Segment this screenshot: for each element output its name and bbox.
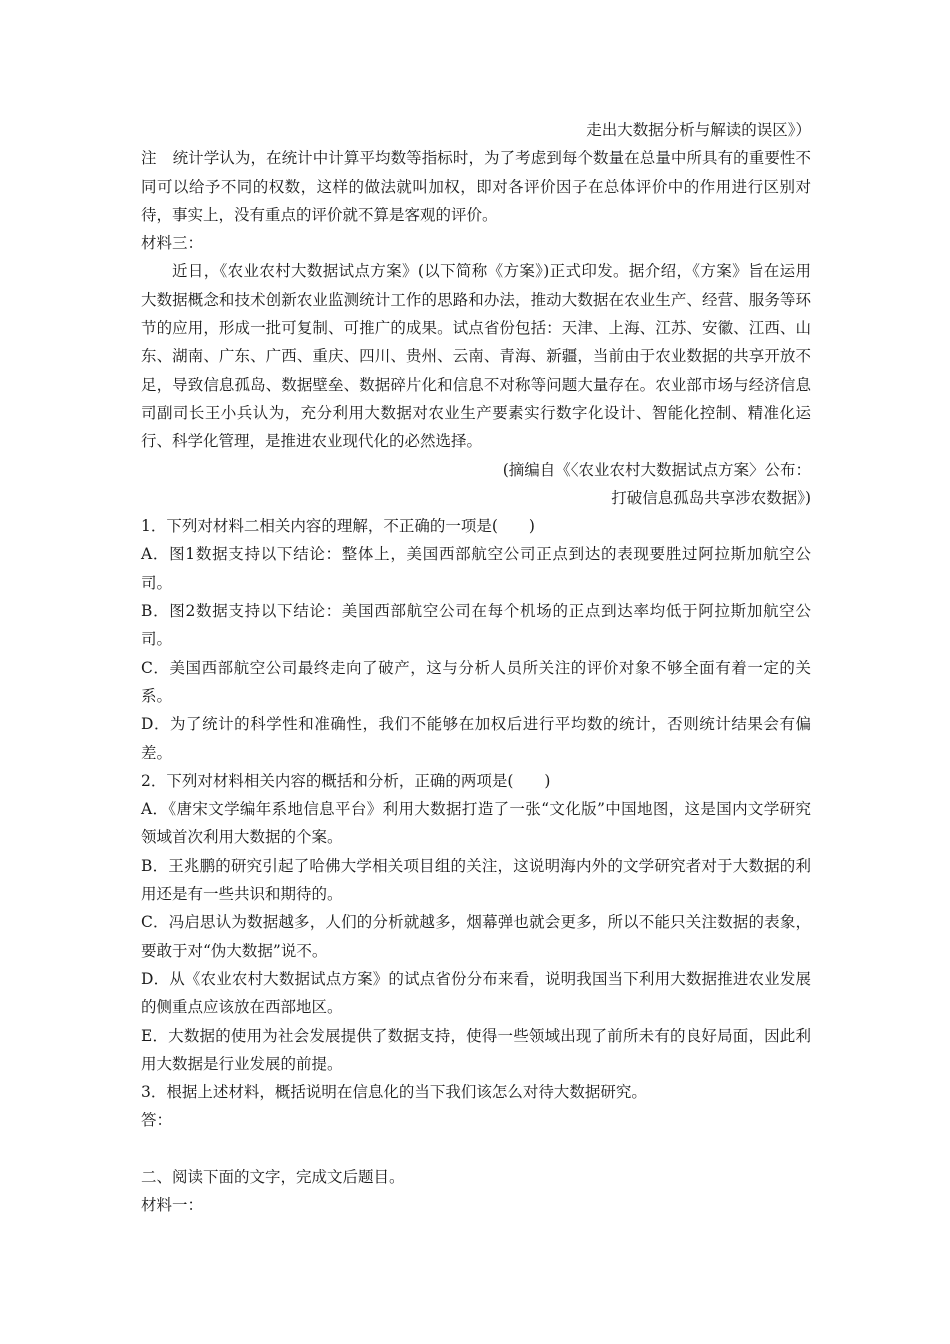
material3-source-line1: (摘编自《〈农业农村大数据试点方案〉公布：	[502, 460, 811, 479]
material3-source-line2: 打破信息孤岛共享涉农数据》)	[611, 488, 811, 507]
question-2-option-c: C．冯启思认为数据越多，人们的分析就越多，烟幕弹也就会更多，所以不能只关注数据的表象，要敢于对“伪大数据”说不。	[141, 913, 811, 960]
section2-heading: 二、阅读下面的文字，完成文后题目。	[141, 1167, 405, 1186]
note-label: 注	[141, 149, 157, 168]
question-1-stem: 1．下列对材料二相关内容的理解，不正确的一项是( )	[141, 517, 535, 536]
question-2-stem: 2．下列对材料相关内容的概括和分析，正确的两项是( )	[141, 771, 551, 790]
note-paragraph	[141, 144, 811, 229]
section2-material1-heading: 材料一：	[141, 1196, 204, 1215]
question-2-option-d: D．从《农业农村大数据试点方案》的试点省份分布来看，说明我国当下利用大数据推进农业发展的侧重点应该放在西部地区。	[141, 969, 811, 1017]
note-text: 统计学认为，在统计中计算平均数等指标时，为了考虑到每个数量在总量中所具有的重要性不同可以给予不同的权数，这样的做法就叫加权，即对各评价因子在总体评价中的作用进行区别对待，事实上，没有重点的评价就不算是客观的评价。	[141, 149, 811, 224]
question-1-option-b: B．图2数据支持以下结论：美国西部航空公司在每个机场的正点到达率均低于阿拉斯加航空公司。	[141, 602, 811, 649]
question-3-stem: 3．根据上述材料，概括说明在信息化的当下我们该怎么对待大数据研究。	[141, 1083, 647, 1102]
material3-heading: 材料三：	[141, 234, 204, 253]
blank-line	[141, 1135, 811, 1163]
answer-label: 答：	[141, 1111, 173, 1130]
question-2-option-a: A．《唐宋文学编年系地信息平台》利用大数据打造了一张“文化版”中国地图，这是国内文学研究领域首次利用大数据的个案。	[141, 800, 811, 847]
question-1-option-a: A．图1数据支持以下结论：整体上，美国西部航空公司正点到达的表现要胜过阿拉斯加航空公司。	[141, 545, 811, 592]
question-2-option-b: B．王兆鹏的研究引起了哈佛大学相关项目组的关注，这说明海内外的文学研究者对于大数据的利用还是有一些共识和期待的。	[141, 856, 811, 904]
material3-body: 近日，《农业农村大数据试点方案》(以下简称《方案》)正式印发。据介绍，《方案》旨在运用大数据概念和技术创新农业监测统计工作的思路和办法，推动大数据在农业生产、经营、服务等环节的应用，形成一批可复制、可推广的成果。试点省份包括：天津、上海、江苏、安徽、江西、山东、湖南、广东、广西、重庆、四川、贵州、云南、青海、新疆，当前由于农业数据的共享开放不足，导致信息孤岛、数据壁垒、数据碎片化和信息不对称等问题大量存在。农业部市场与经济信息司副司长王小兵认为，充分利用大数据对农业生产要素实行数字化设计、智能化控制、精准化运行、科学化管理，是推进农业现代化的必然选择。	[141, 262, 811, 451]
document-page	[141, 116, 811, 1220]
material2-source-end: 走出大数据分析与解读的误区》）	[586, 121, 811, 139]
question-2-option-e: E．大数据的使用为社会发展提供了数据支持，使得一些领域出现了前所未有的良好局面，因此利用大数据是行业发展的前提。	[141, 1026, 811, 1073]
question-1-option-d: D．为了统计的科学性和准确性，我们不能够在加权后进行平均数的统计，否则统计结果会有偏差。	[141, 715, 811, 762]
question-1-option-c: C．美国西部航空公司最终走向了破产，这与分析人员所关注的评价对象不够全面有着一定的关系。	[141, 658, 811, 705]
